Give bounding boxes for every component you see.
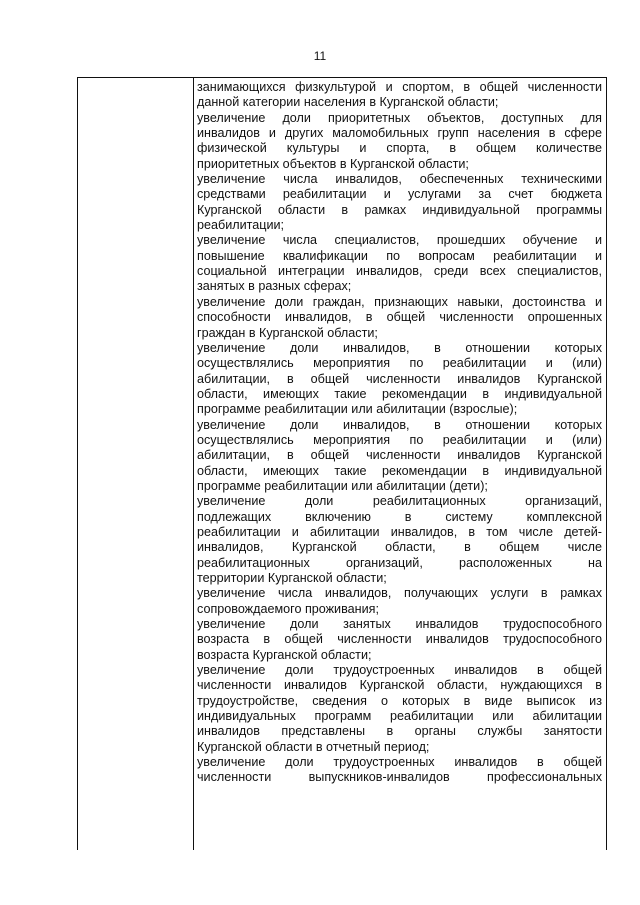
text-line: увеличение доли реабилитационных организаций,: [197, 494, 602, 509]
table-left-cell: [78, 78, 193, 850]
text-line: возраста в общей численности инвалидов трудоспособного: [197, 632, 602, 647]
text-line: увеличение числа специалистов, прошедших обучение и: [197, 233, 602, 248]
document-table: [77, 77, 607, 850]
text-line: подлежащих включению в систему комплексной: [197, 509, 602, 524]
text-line: увеличение доли занятых инвалидов трудоспособного: [197, 617, 602, 632]
text-line: граждан в Курганской области;: [197, 325, 378, 340]
text-line: увеличение доли инвалидов, в отношении которых: [197, 340, 602, 355]
text-line: увеличение доли трудоустроенных инвалидов в общей: [197, 663, 602, 678]
text-line: увеличение доли приоритетных объектов, доступных для: [197, 110, 602, 125]
text-line: трудоустройстве, сведения о которых в виде выписок из: [197, 693, 602, 708]
text-line: увеличение доли граждан, признающих навыки, достоинства и: [197, 294, 602, 309]
text-line: приоритетных объектов в Курганской области;: [197, 156, 469, 171]
text-line: средствами реабилитации и услугами за счет бюджета: [197, 187, 602, 202]
column-divider: [193, 78, 194, 850]
text-line: занимающихся физкультурой и спортом, в общей численности: [197, 80, 602, 94]
text-line: области, имеющих такие рекомендации в индивидуальной: [197, 463, 602, 478]
text-line: инвалидов и других маломобильных групп населения в сфере: [197, 126, 602, 141]
text-line: абилитации, в общей численности инвалидов Курганской: [197, 448, 602, 463]
text-line: осуществлялись мероприятия по реабилитации и (или): [197, 432, 602, 447]
text-line: численности выпускников-инвалидов профессиональных: [197, 770, 602, 785]
text-line: занятых в разных сферах;: [197, 279, 352, 294]
text-line: реабилитации;: [197, 218, 285, 233]
text-line: области, имеющих такие рекомендации в индивидуальной: [197, 386, 602, 401]
table-right-cell: [197, 80, 602, 786]
text-line: социальной интеграции инвалидов, среди всех специалистов,: [197, 264, 602, 279]
text-line: осуществлялись мероприятия по реабилитации и (или): [197, 356, 602, 371]
text-line: способности инвалидов, в общей численности опрошенных: [197, 310, 602, 325]
text-line: возраста Курганской области;: [197, 647, 372, 662]
text-line: увеличение числа инвалидов, получающих услуги в рамках: [197, 586, 602, 601]
text-line: индивидуальных программ реабилитации или абилитации: [197, 709, 602, 724]
text-line: физической культуры и спорта, в общем количестве: [197, 141, 602, 156]
text-line: программе реабилитации или абилитации (дети);: [197, 478, 488, 493]
text-line: инвалидов, Курганской области, в общем числе: [197, 540, 602, 555]
text-line: реабилитации и абилитации инвалидов, в том числе детей-: [197, 524, 602, 539]
text-line: абилитации, в общей численности инвалидов Курганской: [197, 371, 602, 386]
text-line: численности инвалидов Курганской области, нуждающихся в: [197, 678, 602, 693]
text-line: программе реабилитации или абилитации (взрослые);: [197, 402, 518, 417]
page-number: 11: [313, 49, 327, 63]
text-line: инвалидов представлены в органы службы занятости: [197, 724, 602, 739]
text-line: Курганской области в рамках индивидуальной программы: [197, 202, 602, 217]
text-line: реабилитационных организаций, расположенных на: [197, 555, 602, 570]
text-line: увеличение доли инвалидов, в отношении которых: [197, 417, 602, 432]
text-line: данной категории населения в Курганской области;: [197, 95, 499, 110]
text-line: увеличение доли трудоустроенных инвалидов в общей: [197, 755, 602, 770]
text-line: увеличение числа инвалидов, обеспеченных техническими: [197, 172, 602, 187]
text-line: сопровождаемого проживания;: [197, 601, 379, 616]
text-line: повышение квалификации по вопросам реабилитации и: [197, 248, 602, 263]
text-line: территории Курганской области;: [197, 571, 387, 585]
text-line: Курганской области в отчетный период;: [197, 739, 430, 754]
